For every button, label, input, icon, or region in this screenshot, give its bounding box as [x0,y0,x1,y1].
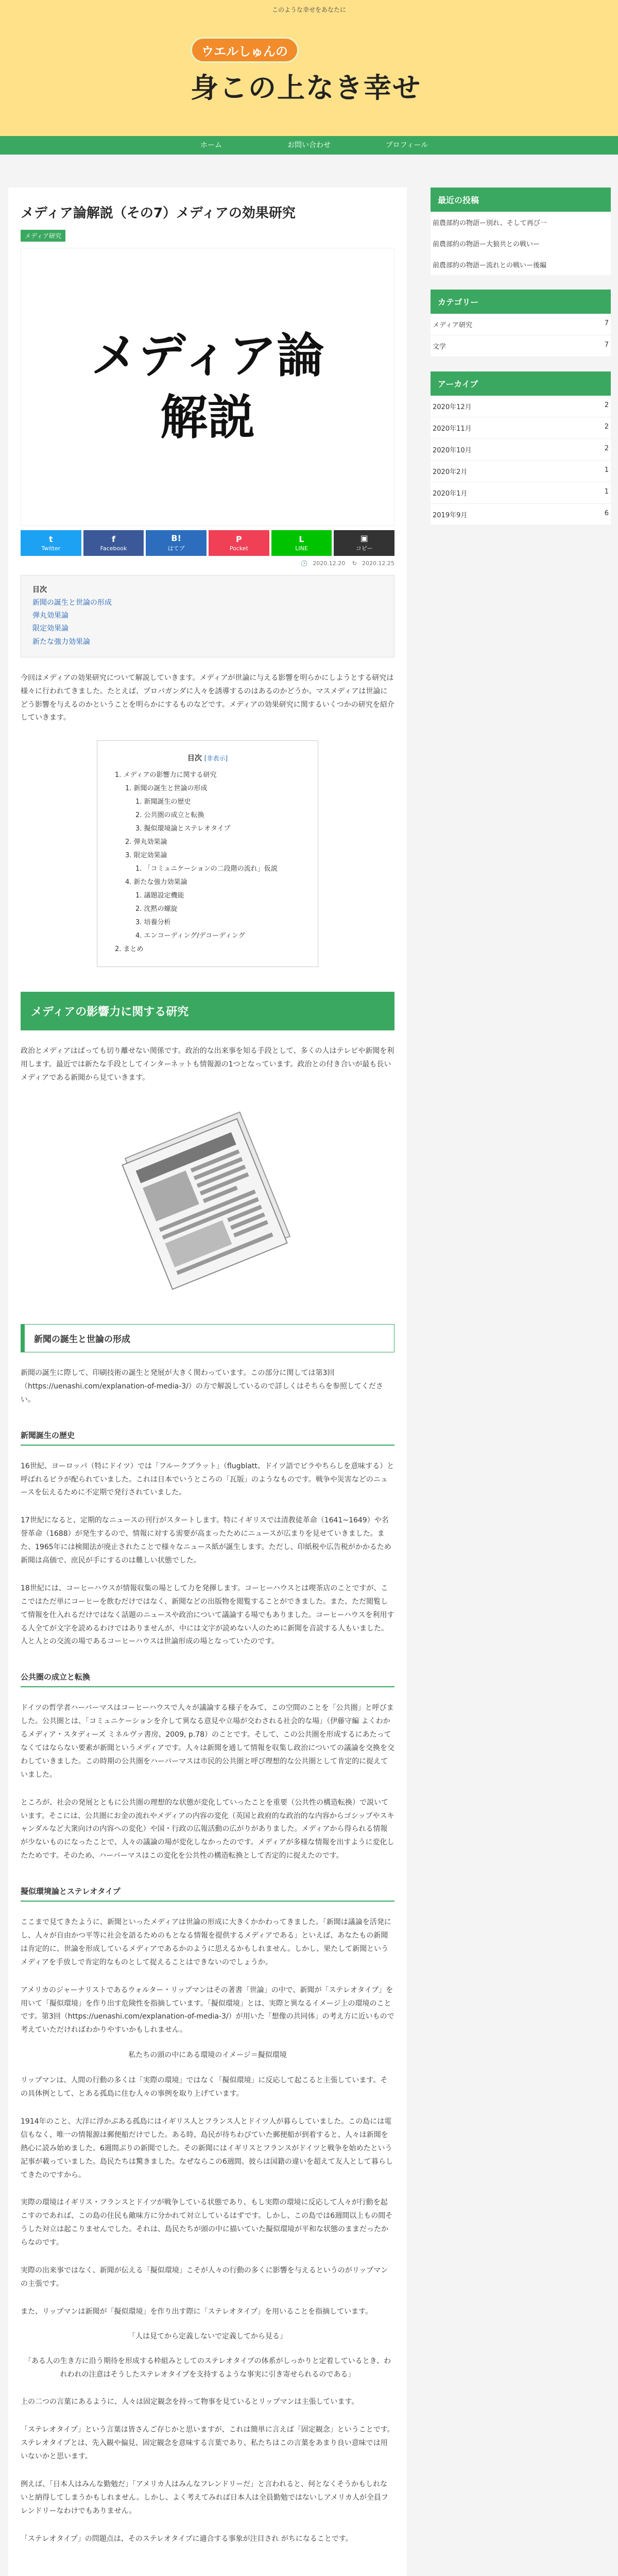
category-link[interactable] [431,314,611,335]
paragraph: ドイツの哲学者ハーバーマスはコーヒーハウスで人々が議論する様子をみて、この空間のことを「公共圏」と呼びました。公共圏とは、「コミュニケーションを介して異なる意見や立場が交わされる社会的な場」（伊藤守編 よくわかるメディア・スタディーズ ミネルヴァ書房、2009, p.78）のことです。そして、この公共圏を形成するにあたってなくてはならない要素が新聞というメディアです。人々は新聞を通して情報を収集し政治についての議論を交換を交わしていきました。この時期の公共圏をハーバーマスは市民的公共圏と呼び理想的な公共圏として肯定的に捉えていました。 [21,1704,394,1779]
newspaper-illustration [110,1099,305,1295]
paragraph: 上の二つの言葉にあるように、人々は固定観念を持って物事を見ているとリップマンは主張しています。 [21,2398,359,2406]
archive-count: 2 [604,445,609,452]
paragraph: 実際の環境はイギリス・フランスとドイツが戦争している状態であり、もし実際の環境に反応して人々が行動を起こすのであれば、この島の住民も敵味方に分かれて対立しているはずです。しかし、この島では6週間以上もの間そうした対立は起こりませんでした。それは、島民たちが頭の中に描いていた擬似環境が平和な状態のままだったからなのです。 [21,2198,393,2247]
mini-toc-title: 目次 [32,585,47,594]
toc-item[interactable]: 2. まとめ [115,945,144,954]
paragraph: ここまで見てきたように、新聞といったメディアは世論の形成に大きくかかわってきました。「新聞は議論を活発にし、人々が自由かつ平等に社会を語るためのもとなる情報を提供するメディアである」といえば、あなたもの新聞は肯定的に、世論を形成しているメディアであるかのように思えるかもしれません。しかし、果たして新聞というメディアを手放しで肯定的なものとして捉えることはできないのでしょうか。 [21,1918,391,1967]
toc-item[interactable]: 3. 擬似環境論とステレオタイプ [135,825,231,833]
line-icon: L [299,534,304,544]
category-count: 7 [604,341,609,349]
toc-item[interactable]: 1. 議題設定機能 [135,892,184,900]
share-buttons [21,530,394,556]
update-icon: ↻ [352,560,357,567]
nav-item-contact[interactable]: お問い合わせ [287,141,331,149]
quote: 「ある人の生き方に沿う期待を形成する枠組みとしてのステレオタイプの体系がしっかりと定着しているとき、われわれの注意はそうしたステレオタイプを支持するような事実に引き寄せられるのである」 [24,2357,391,2379]
archive-link[interactable] [431,396,611,417]
site-header [0,0,618,136]
share-hatebu-button[interactable] [146,530,207,556]
archive-month: 2020年1月 [433,490,468,498]
paragraph: ところが、社会の発展とともに公共圏の理想的な状態が変化していったことを重要（公共性の構造転換）で説いています。そこには、公共圏にお金の流れやメディアの内容の変化（英国と政府的な政治的な内容からゴシップやスキャンダルなど大衆向けの内容への変化）や国・行政の広報活動の広がりがありました。メディアから得られる情報が少ないものになったことで、人々の議論の場が変化しなかったのです。メディアが多様な情報を出すように変化したためです。そのため、ハーバーマスはこの変化を公共性の構造転換として否定的に捉えたのです。 [21,1798,394,1860]
date-published: 2020.12.20 [313,560,346,567]
archive-count: 6 [604,510,609,517]
mini-toc-link[interactable]: 新たな強力効果論 [32,637,90,646]
share-label: Facebook [100,545,127,552]
recent-post-link[interactable] [431,233,611,254]
sub-subsection-heading: 公共圏の成立と転換 [21,1671,394,1687]
logo-badge: ウエルしゅんの [191,37,299,63]
category-name: メディア研究 [433,321,472,329]
share-label: コピー [355,545,373,552]
archive-month: 2020年10月 [433,447,472,454]
toc-title [111,751,304,766]
category-link[interactable] [431,335,611,357]
intro-paragraph: 今回はメディアの効果研究について解説していきます。メディアが世論に与える影響を明らかにしようとする研究は様々に行われてきました。たとえば、プロパガンダに人々を誘導するのはあるのかどうか。マスメディアは世論にどう影響を与えるのかということを明らかにするものなどです。メディアの効果研究に関するいくつかの研究を紹介していきます。 [21,673,394,722]
toc-item[interactable]: 1. 新聞の誕生と世論の形成 [125,785,208,793]
mini-toc-link[interactable]: 弾丸効果論 [32,612,68,620]
archive-link[interactable] [431,439,611,461]
archive-count: 2 [604,423,609,431]
sidebar [431,188,611,540]
recent-post-title: 前農部約の物語ー別れ、そして再び一 [433,219,547,227]
widget-categories [431,290,611,357]
recent-post-link[interactable] [431,212,611,233]
toc-item[interactable]: 3. 限定効果論 [125,852,167,860]
paragraph: 「ステレオタイプ」の問題点は、そのステレオタイプに適合する事象が注目され がちになることです。 [21,2534,353,2543]
archive-link[interactable] [431,504,611,526]
archive-link[interactable] [431,461,611,482]
sub-subsection-heading: 新聞誕生の歴史 [21,1430,394,1446]
pocket-icon: P [235,534,242,544]
clock-icon: 🕒 [300,560,308,567]
share-label: Twitter [41,545,61,552]
quote: 「人は見てから定義しないで定義してから見る」 [128,2332,287,2341]
eyecatch-title-line2: 解説 [160,389,255,445]
archive-link[interactable] [431,417,611,439]
center-note: 私たちの頭の中にある環境のイメージ＝擬似環境 [128,2051,287,2060]
archive-month: 2020年2月 [433,468,468,476]
hatebu-icon: B! [171,533,181,544]
table-of-contents [97,740,318,967]
toc-item[interactable]: 4. エンコーディング/デコーディング [135,932,245,940]
paragraph: また、リップマンは新聞が「擬似環境」を作り出す際に「ステレオタイプ」を用いることを指摘しています。 [21,2307,373,2316]
widget-archives [431,371,611,526]
share-label: はてブ [167,545,185,552]
toc-item[interactable]: 1. 「コミュニケーションの二段階の流れ」仮説 [135,865,278,873]
archive-month: 2019年9月 [433,512,468,519]
paragraph: 実際の出来事ではなく、新聞が伝える「擬似環境」こそが人々の行動の多くに影響を与えるというのがリップマンの主張です。 [21,2266,388,2288]
share-label: Pocket [229,545,248,552]
archive-month: 2020年12月 [433,403,472,411]
mini-toc-link[interactable]: 限定効果論 [32,624,68,633]
paragraph: 例えば、「日本人はみんな勤勉だ」「アメリカ人はみんなフレンドリーだ」と言われると、何となくそうかもしれないと納得してしまうかもしれません。しかし、よく考えてみれば日本人は全員勤勉ではないしアメリカ人が全員フレンドリーなわけでもありません。 [21,2480,388,2515]
share-facebook-button[interactable] [83,530,144,556]
toc-list [111,769,304,956]
copy-icon: ▣ [360,533,368,544]
paragraph: アメリカのジャーナリストであるウォルター・リップマンはその著書「世論」の中で、新聞が「ステレオタイプ」を用いて「擬似環境」を作り出す危険性を指摘しています。「擬似環境」とは、実際と異なるイメージ上の環境のことです。第3回（https://uenashi.com/explanation-of-media-3/）が用いた「想像の共同体」の考え方に近いもので考えていただければわかりやすいかもしれません。 [21,1986,394,2035]
share-twitter-button[interactable] [21,530,81,556]
eyecatch-title-line1: メディア論 [91,328,324,384]
toc-title-text: 目次 [187,754,202,763]
toc-item[interactable]: 2. 沈黙の螺旋 [135,905,178,913]
paragraph: 「ステレオタイプ」という言葉は皆さんご存じかと思いますが、これは簡単に言えば「固定観念」ということです。ステレオタイプとは、先入観や偏見、固定観念を意味する言葉であり、私たちはこの言葉をあまり良い意味では用いないかと思います。 [21,2426,394,2461]
paragraph: 18世紀には、コーヒーハウスが情報収集の場として力を発揮します。コーヒーハウスとは喫茶店のことですが、ここではただ単にコーヒーを飲むだけではなく、新聞などの出版物を閲覧することができました。また、ただ閲覧して情報を仕入れるだけではなく話題のニュースや政治について議論する場でもありました。コーヒーハウスを利用する人全てが文字を読めるわけではありませんが、中には文字が読めない人のために新聞を音読する人もいました。人と人との交流の場であるコーヒーハウスは世論形成の場となっていたのです。 [21,1584,394,1646]
category-name: 文学 [433,343,447,351]
recent-post-link[interactable] [431,254,611,275]
post-dates [21,560,394,567]
main-content [8,188,407,2576]
mini-toc [21,575,394,657]
toc-item[interactable]: 1. 新聞誕生の歴史 [135,798,191,806]
site-logo[interactable] [191,29,427,106]
share-pocket-button[interactable] [209,530,269,556]
paragraph: 16世紀、ヨーロッパ（特にドイツ）では「フルークブラット」（flugblatt、ドイツ語でビラやちらしを意味する）と呼ばれるビラが配られていました。これは日本でいうところの「瓦版」のようなものです。戦争や災害などのニュースを伝えるために不定期で発行されていました。 [21,1462,394,1497]
archive-count: 2 [604,401,609,409]
global-nav [0,136,618,155]
nav-item-home[interactable]: ホーム [200,141,222,149]
share-copy-button[interactable] [334,530,394,556]
logo-main-text: 身この上なき幸せ [191,71,421,104]
twitter-icon: t [49,534,53,544]
toc-item[interactable]: 4. 新たな強力効果論 [125,878,187,887]
category-badge[interactable]: メディア研究 [21,230,65,242]
paragraph: 17世紀になると、定期的なニュースの刊行がスタートします。特にイギリスでは清教徒革命（1641~1649）や名誉革命（1688）が発生するので、情報に対する需要が高まったためにニュースが広まりを見せていきました。また、1965年には検閲法が廃止されたことで様々なニュース紙が誕生します。ただし、印紙税や広告税がかかるため新聞は高価で、庶民が手にするのは難しい状態でした。 [21,1516,391,1565]
subsection-heading: 新聞の誕生と世論の形成 [21,1324,394,1352]
toc-item[interactable]: 1. メディアの影響力に関する研究 [115,771,217,779]
sub-subsection-heading: 擬似環境論とステレオタイプ [21,1886,394,1902]
paragraph: 政治とメディアはぱっても切り離せない関係です。政治的な出来事を知る手段として、多くの人はテレビや新聞を利用します。最近では新たな手段としてインターネットも情報源の1つとなっています。政治との付き合いが最も長いメディアである新聞から見ていきます。 [21,1047,394,1082]
widget-title: カテゴリー [431,290,611,314]
toc-toggle[interactable]: [非表示] [204,755,228,762]
toc-item[interactable]: 2. 弾丸効果論 [125,838,167,846]
mini-toc-link[interactable]: 新聞の誕生と世論の形成 [32,598,112,607]
nav-item-profile[interactable]: プロフィール [385,141,428,149]
share-line-button[interactable] [271,530,332,556]
archive-count: 1 [604,488,609,496]
facebook-icon: f [112,534,115,544]
article-title: メディア論解説（その7）メディアの効果研究 [21,206,296,221]
recent-post-title: 前農部約の物語ー流れとの戦いー後編 [433,262,547,269]
newspaper-icon [110,1099,305,1295]
share-label: LINE [295,545,308,552]
toc-item[interactable]: 3. 培養分析 [135,919,171,927]
widget-title: アーカイブ [431,371,611,396]
site-tagline: このような幸せをあなたに [271,6,346,13]
paragraph: 1914年のこと、大洋に浮かぶある孤島にはイギリス人とフランス人とドイツ人が暮らしていました。この島には電信もなく、唯一の情報源は郵便船だけでした。ある時、島民が待ちわびていた郵便船が到着すると、人々は新聞を熱心に読み始めました。6週間ぶりの新聞でした。その新聞にはイギリスとフランスがドイツと戦争を始めたという記事が載っていました。島民たちは驚きました。なぜならこの6週間、彼らは国籍の違いを超えて友人として暮らしてきたのですから。 [21,2117,393,2179]
paragraph: リップマンは、人間の行動の多くは「実際の環境」ではなく「擬似環境」に反応して起こると主張しています。その具体例として、とある孤島に住む人々の事例を取り上げています。 [21,2076,388,2098]
archive-count: 1 [604,466,609,474]
widget-title: 最近の投稿 [431,188,611,212]
toc-item[interactable]: 2. 公共圏の成立と転換 [135,811,204,820]
section-heading: メディアの影響力に関する研究 [21,992,394,1030]
recent-post-title: 前農部約の物語ー大狼共との戦いー [433,241,540,248]
category-count: 7 [604,319,609,327]
archive-month: 2020年11月 [433,425,472,433]
date-updated: 2020.12.25 [362,560,394,567]
archive-link[interactable] [431,482,611,504]
widget-recent-posts [431,188,611,275]
eyecatch-image [21,248,394,526]
paragraph: 新聞の誕生に際して、印刷技術の誕生と発展が大きく関わっています。この部分に関しては第3回（https://uenashi.com/explanation-of-media-3/）の方で解説しているので詳しくはそちらを参照してください。 [21,1368,383,1404]
